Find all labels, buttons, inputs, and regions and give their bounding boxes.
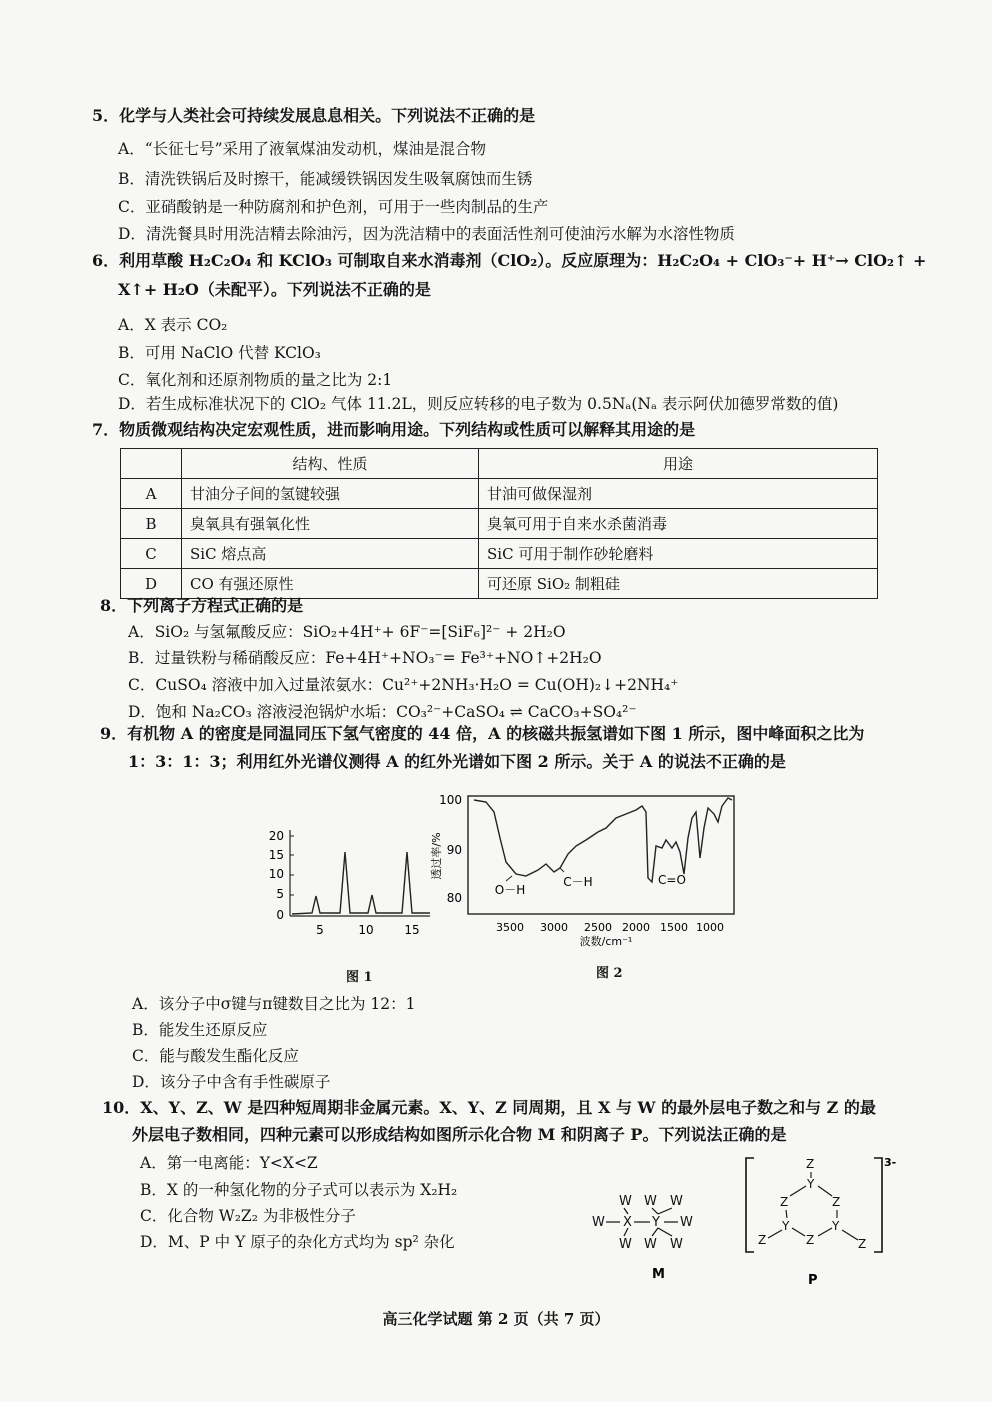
y-tick-label: 0 [276,908,284,922]
structure-m-diagram [586,1186,716,1286]
charge-label: 3- [884,1156,897,1169]
figure2-caption: 图 2 [596,966,623,981]
q6-option-b: B．可用 NaClO 代替 KClO₃ [118,344,321,362]
y-tick-label: 20 [268,829,284,843]
q9-option-b: B．能发生还原反应 [132,1021,268,1039]
q9-option-d: D．该分子中含有手性碳原子 [132,1073,331,1091]
table-row [121,539,878,569]
y-tick-label: 15 [268,848,284,862]
svg-text:W: W [670,1237,683,1252]
table-cell: 甘油分子间的氢键较强 [182,479,479,509]
q10-option-d: D．M、P 中 Y 原子的杂化方式均为 sp² 杂化 [140,1233,455,1251]
table-cell: D [121,569,182,599]
q5-option-c: C．亚硝酸钠是一种防腐剂和护色剂，可用于一些肉制品的生产 [118,198,549,216]
q6-option-a: A．X 表示 CO₂ [118,316,228,334]
x-tick-label: 1500 [660,921,688,934]
table-cell: 臭氧具有强氧化性 [182,509,479,539]
q6-option-c: C．氧化剂和还原剂物质的量之比为 2:1 [118,371,393,389]
figure1-caption: 图 1 [346,970,373,985]
q10-option-b: B．X 的一种氢化物的分子式可以表示为 X₂H₂ [140,1181,458,1199]
peak-label-oh: O－H [494,883,526,897]
q9-option-c: C．能与酸发生酯化反应 [132,1047,299,1065]
q8-stem: 8．下列离子方程式正确的是 [100,596,304,615]
svg-text:X: X [623,1215,632,1230]
structure-p-label: P [808,1273,818,1288]
y-axis-label: 透过率/% [430,832,443,880]
svg-text:Y: Y [807,1177,815,1191]
table-row [121,479,878,509]
peak-label-ch: C－H [563,875,593,889]
svg-text:W: W [592,1215,605,1230]
y-tick-label: 10 [268,867,284,881]
q6-stem-line1: 6．利用草酸 H₂C₂O₄ 和 KClO₃ 可制取自来水消毒剂（ClO₂）。反应原理为：H₂C₂O₄ + ClO₃⁻+ H⁺→ ClO₂↑ + [92,251,927,270]
q9-option-a: A．该分子中σ键与π键数目之比为 12：1 [132,995,416,1013]
table-cell: 可还原 SiO₂ 制粗硅 [479,569,878,599]
q10-stem-line1: 10．X、Y、Z、W 是四种短周期非金属元素。X、Y、Z 同周期，且 X 与 W 的最外层电子数之和与 Z 的最 [102,1098,876,1117]
q8-option-d: D．饱和 Na₂CO₃ 溶液浸泡锅炉水垢：CO₃²⁻+CaSO₄ ⇌ CaCO₃+SO₄²⁻ [128,703,637,721]
q10-option-a: A．第一电离能：Y<X<Z [140,1154,318,1172]
q9-stem-line2: 1：3：1：3；利用红外光谱仪测得 A 的红外光谱如下图 2 所示。关于 A 的说法不正确的是 [128,752,786,771]
x-tick-label: 1000 [696,921,724,934]
q6-option-d: D．若生成标准状况下的 ClO₂ 气体 11.2L，则反应转移的电子数为 0.5Nₐ(Nₐ 表示阿伏加德罗常数的值) [118,395,839,413]
svg-text:Y: Y [782,1219,790,1233]
svg-text:W: W [619,1237,632,1252]
ir-trace [474,798,732,882]
svg-text:Z: Z [832,1195,841,1209]
structure-p-diagram [740,1152,900,1292]
table-header-row [121,449,878,479]
table-cell: 甘油可做保湿剂 [479,479,878,509]
table-cell: C [121,539,182,569]
table-cell: SiC 熔点高 [182,539,479,569]
svg-text:Z: Z [780,1195,789,1209]
svg-text:Z: Z [758,1233,767,1247]
q5-stem: 5．化学与人类社会可持续发展息息相关。下列说法不正确的是 [92,106,536,125]
structure-m-label: M [652,1267,665,1282]
y-tick-label: 80 [446,891,462,905]
q8-option-a: A．SiO₂ 与氢氟酸反应：SiO₂+4H⁺+ 6F⁻=[SiF₆]²⁻ + 2H₂O [128,623,566,641]
q5-option-a: A．“长征七号”采用了液氧煤油发动机，煤油是混合物 [118,140,487,158]
x-tick-label: 2000 [622,921,650,934]
table-cell: CO 有强还原性 [182,569,479,599]
q8-option-b: B．过量铁粉与稀硝酸反应：Fe+4H⁺+NO₃⁻= Fe³⁺+NO↑+2H₂O [128,649,602,667]
nmr-spectrum-figure [262,822,442,942]
q8-option-c: C．CuSO₄ 溶液中加入过量浓氨水：Cu²⁺+2NH₃·H₂O = Cu(OH)₂↓+2NH₄⁺ [128,676,679,694]
x-tick-label: 2500 [584,921,612,934]
x-tick-label: 5 [316,923,324,937]
svg-text:W: W [680,1215,693,1230]
x-tick-label: 15 [404,923,420,937]
table-cell: A [121,479,182,509]
q5-option-b: B．清洗铁锅后及时擦干，能减缓铁锅因发生吸氧腐蚀而生锈 [118,170,533,188]
q10-stem-line2: 外层电子数相同，四种元素可以形成结构如图所示化合物 M 和阴离子 P。下列说法正确的是 [132,1125,787,1144]
q10-option-c: C．化合物 W₂Z₂ 为非极性分子 [140,1207,356,1225]
table-cell: 臭氧可用于自来水杀菌消毒 [479,509,878,539]
svg-text:Z: Z [858,1237,867,1251]
svg-text:Z: Z [806,1157,815,1171]
table-header-cell: 结构、性质 [182,449,479,479]
q6-stem-line2: X↑+ H₂O（未配平）。下列说法不正确的是 [118,280,431,299]
svg-text:W: W [619,1194,632,1209]
q7-table [120,448,878,599]
table-header-cell [121,449,182,479]
svg-text:Y: Y [832,1219,840,1233]
svg-text:W: W [644,1194,657,1209]
peak-label-co: C=O [658,873,686,887]
svg-text:W: W [644,1237,657,1252]
page-footer: 高三化学试题 第 2 页（共 7 页） [382,1310,610,1328]
ir-spectrum-figure [426,788,742,948]
x-axis-label: 波数/cm⁻¹ [579,935,633,948]
nmr-trace [292,852,430,914]
x-tick-label: 3500 [496,921,524,934]
table-header-cell: 用途 [479,449,878,479]
q7-stem: 7．物质微观结构决定宏观性质，进而影响用途。下列结构或性质可以解释其用途的是 [92,420,696,439]
table-row [121,509,878,539]
x-tick-label: 3000 [540,921,568,934]
table-cell: SiC 可用于制作砂轮磨料 [479,539,878,569]
svg-text:W: W [670,1194,683,1209]
x-tick-label: 10 [358,923,374,937]
table-cell: B [121,509,182,539]
table-row [121,569,878,599]
svg-text:Y: Y [652,1215,660,1230]
q5-option-d: D．清洗餐具时用洗洁精去除油污，因为洗洁精中的表面活性剂可使油污水解为水溶性物质 [118,225,735,243]
y-tick-label: 100 [439,793,462,807]
y-tick-label: 5 [276,887,284,901]
y-tick-label: 90 [446,843,462,857]
q9-stem-line1: 9．有机物 A 的密度是同温同压下氢气密度的 44 倍，A 的核磁共振氢谱如下图 1 所示，图中峰面积之比为 [100,724,865,743]
svg-text:Z: Z [806,1233,815,1247]
